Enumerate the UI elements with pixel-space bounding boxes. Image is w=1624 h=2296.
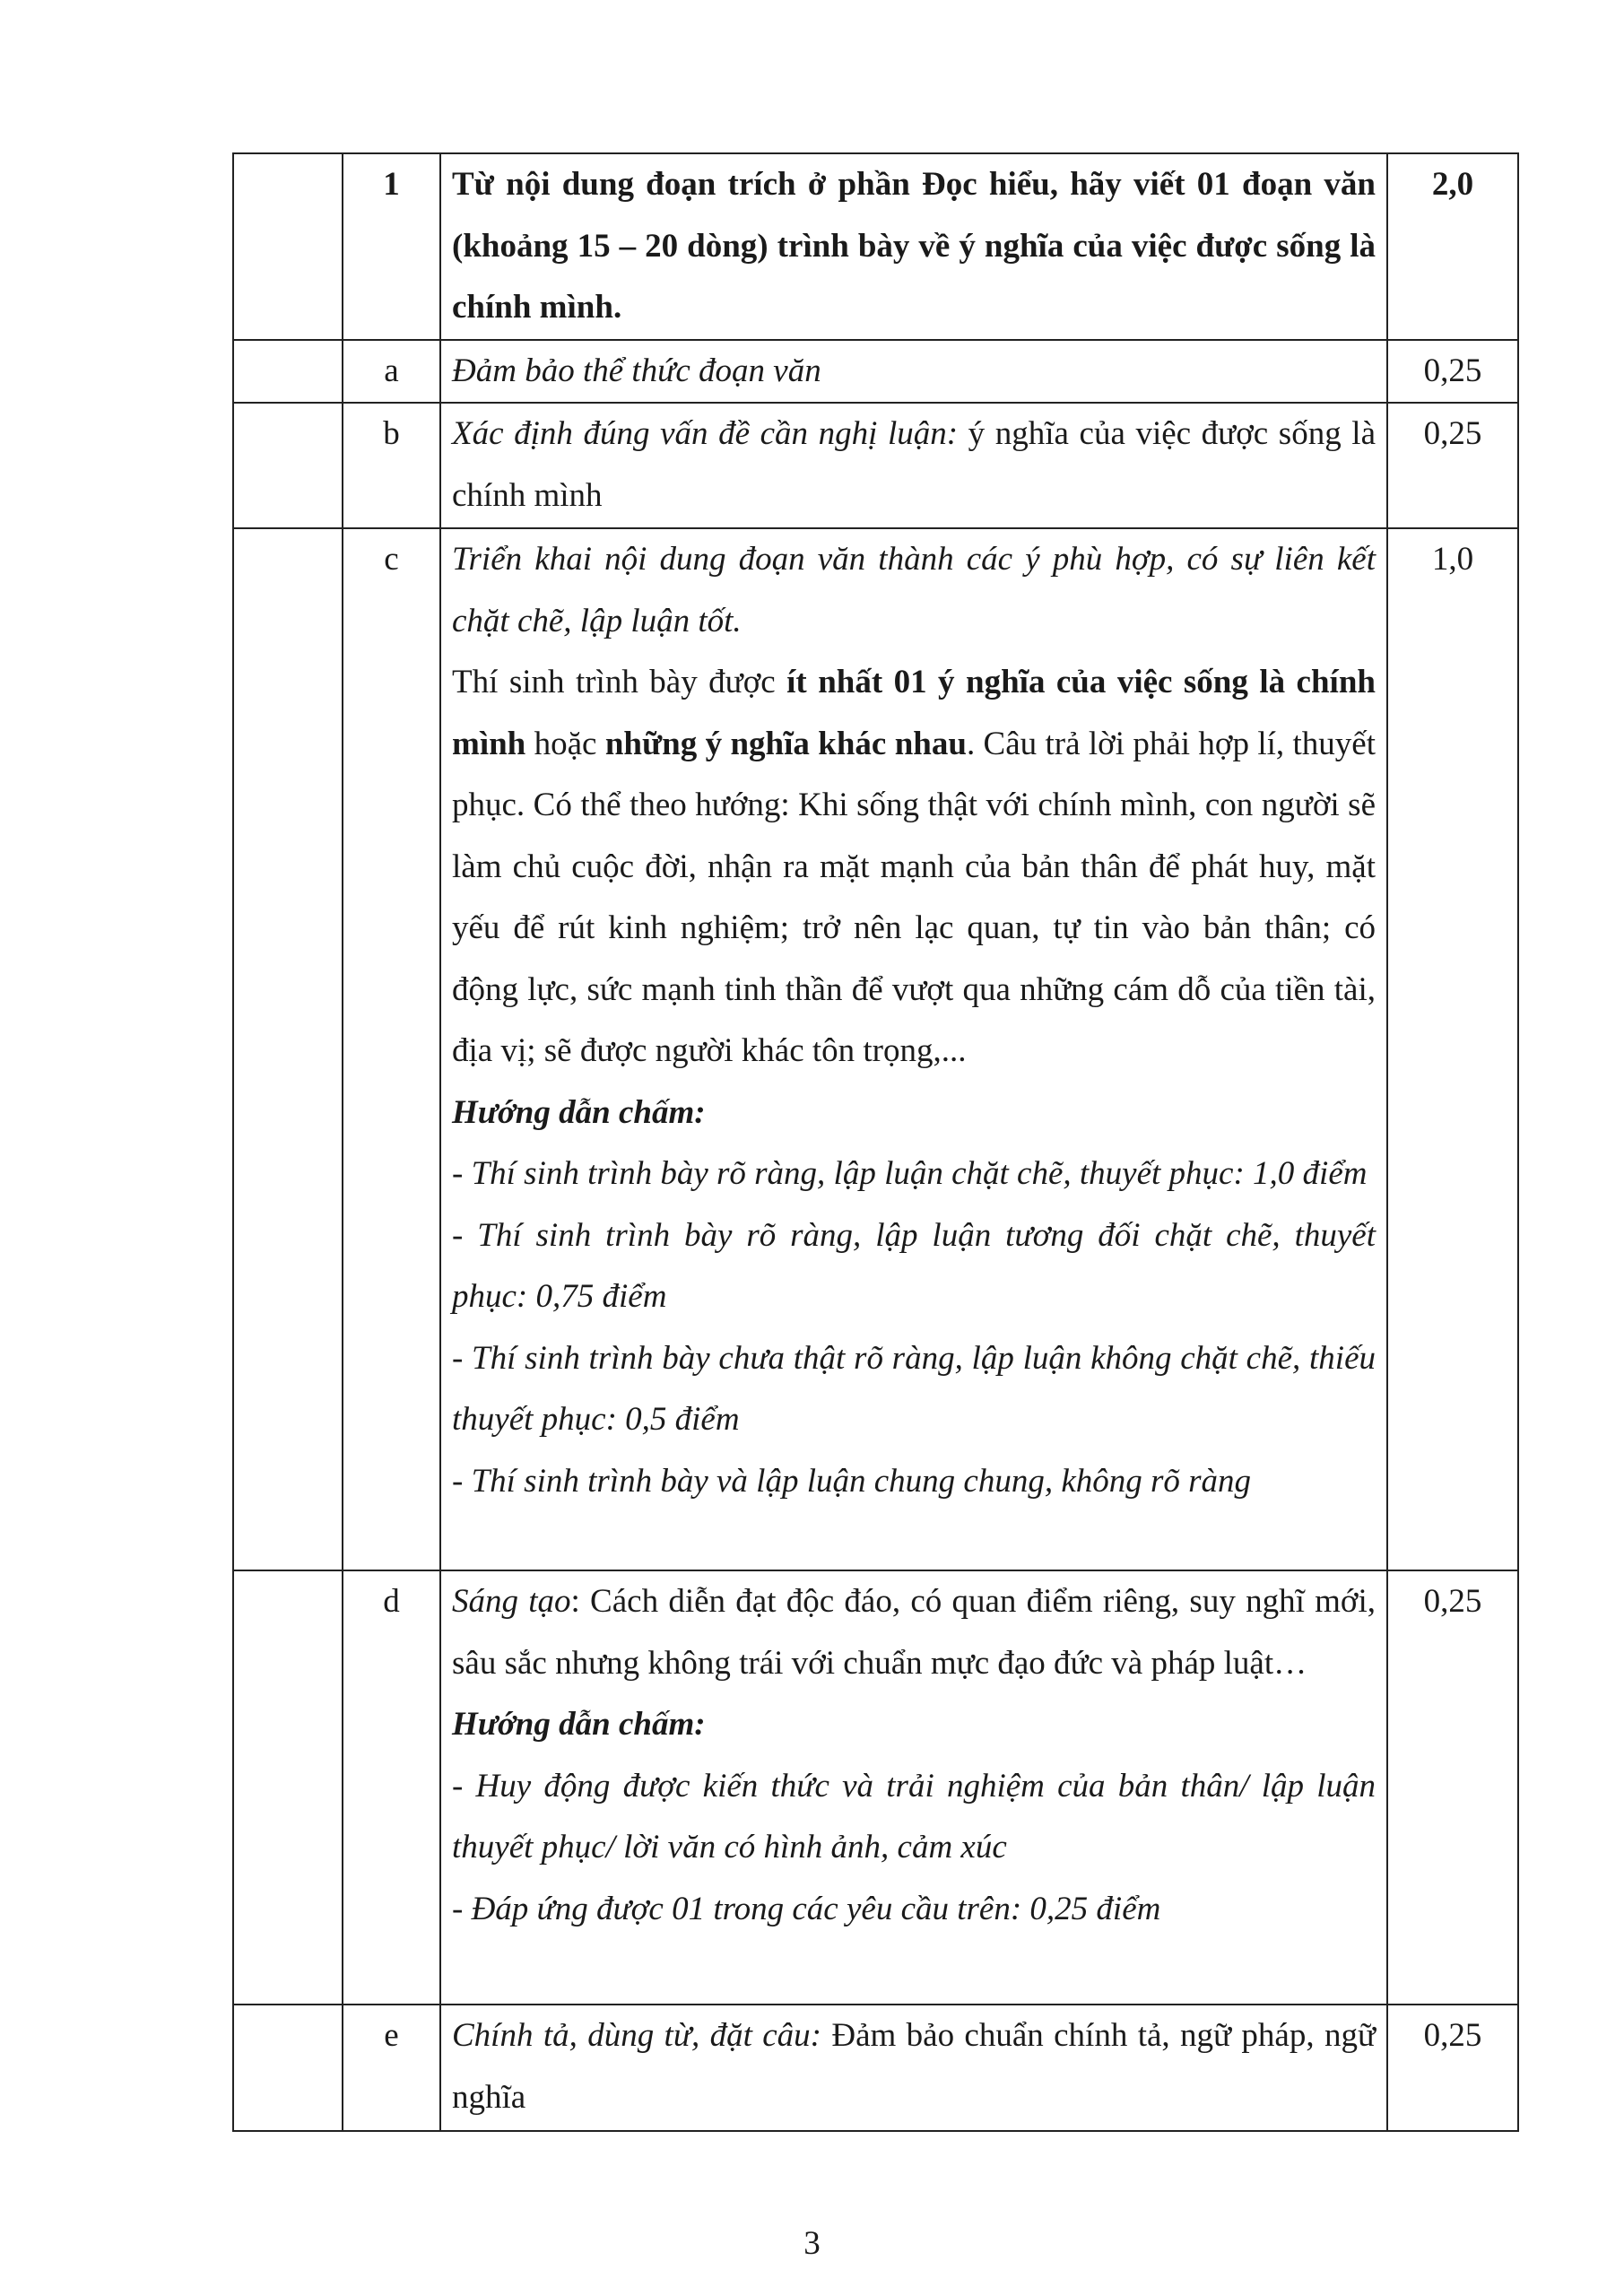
criterion-text [440, 1570, 1387, 2005]
guide-item: - Thí sinh trình bày và lập luận chung chung, không rõ ràng [452, 1462, 1252, 1500]
guide-item: - Huy động được kiến thức và trải nghiệm của bản thân/ lập luận thuyết phục/ lời văn có hình ảnh, cảm xúc [452, 1767, 1376, 1866]
criterion-score: 0,25 [1387, 2005, 1518, 2131]
criterion-body: Đảm bảo chuẩn chính tả, ngữ pháp, ngữ nghĩa [452, 2017, 1376, 2116]
guide-item: - Đáp ứng được 01 trong các yêu cầu trên: 0,25 điểm [452, 1890, 1161, 1927]
guide-item: - Thí sinh trình bày rõ ràng, lập luận chặt chẽ, thuyết phục: 1,0 điểm [452, 1155, 1368, 1192]
body-text: . Câu trả lời phải hợp lí, thuyết phục. Có thể theo hướng: Khi sống thật với chính mình, con người sẽ làm chủ cuộc đời, nhận ra mặt mạnh của bản thân để phát huy, mặt yếu để rút kinh nghiệm; trở nên lạc quan, tự tin vào bản thân; có động lực, sức mạnh tinh thần để vượt qua những cám dỗ của tiền tài, địa vị; sẽ được người khác tôn trọng,... [452, 725, 1376, 1069]
criterion-score: 0,25 [1387, 403, 1518, 528]
body-emphasis: những ý nghĩa khác nhau [604, 725, 967, 762]
question-score: 2,0 [1387, 153, 1518, 340]
criterion-text: Đảm bảo thể thức đoạn văn [440, 340, 1387, 404]
criterion-text [440, 2005, 1387, 2131]
criterion-heading: Triển khai nội dung đoạn văn thành các ý phù hợp, có sự liên kết chặt chẽ, lập luận tốt. [452, 541, 1376, 639]
grading-table [232, 152, 1519, 2132]
criterion-heading: Xác định đúng vấn đề cần nghị luận: [452, 415, 959, 452]
criterion-body: ý nghĩa của việc được sống là chính mình [452, 415, 1376, 514]
criterion-text [440, 403, 1387, 528]
body-emphasis: ít nhất 01 ý nghĩa của việc sống là chính mình [452, 664, 1376, 762]
criterion-label: c [343, 528, 440, 1570]
section-cell [233, 153, 343, 340]
criterion-body [452, 652, 1376, 1083]
criterion-score: 0,25 [1387, 340, 1518, 404]
table-row [233, 2005, 1518, 2131]
body-text: Thí sinh trình bày được [452, 664, 787, 700]
section-cell [233, 528, 343, 1570]
criterion-label: e [343, 2005, 440, 2131]
criterion-label: d [343, 1570, 440, 2005]
criterion-label: b [343, 403, 440, 528]
guide-item: - Thí sinh trình bày chưa thật rõ ràng, lập luận không chặt chẽ, thiếu thuyết phục: 0,5 điểm [452, 1339, 1376, 1438]
criterion-label: a [343, 340, 440, 404]
table-row [233, 403, 1518, 528]
page-number: 3 [803, 2225, 821, 2262]
criterion-heading: Chính tả, dùng từ, đặt câu: [452, 2017, 822, 2054]
question-number: 1 [343, 153, 440, 340]
criterion-heading: Sáng tạo [452, 1583, 571, 1620]
body-text: hoặc [525, 725, 605, 762]
table-row [233, 1570, 1518, 2005]
section-cell [233, 2005, 343, 2131]
guide-item: - Thí sinh trình bày rõ ràng, lập luận tương đối chặt chẽ, thuyết phục: 0,75 điểm [452, 1216, 1376, 1315]
section-cell [233, 403, 343, 528]
question-title: Từ nội dung đoạn trích ở phần Đọc hiểu, hãy viết 01 đoạn văn (khoảng 15 – 20 dòng) trình bày về ý nghĩa của việc được sống là chính mình. [440, 153, 1387, 340]
criterion-body [452, 1571, 1376, 1694]
criterion-score: 0,25 [1387, 1570, 1518, 2005]
table-row [233, 153, 1518, 340]
table-row [233, 340, 1518, 404]
criterion-score: 1,0 [1387, 528, 1518, 1570]
section-cell [233, 1570, 343, 2005]
body-text: : Cách diễn đạt độc đáo, có quan điểm riêng, suy nghĩ mới, sâu sắc nhưng không trái với chuẩn mực đạo đức và pháp luật… [452, 1583, 1376, 1682]
section-cell [233, 340, 343, 404]
criterion-text [440, 528, 1387, 1570]
guide-title: Hướng dẫn chấm: [452, 1706, 706, 1743]
guide-title: Hướng dẫn chấm: [452, 1093, 706, 1131]
table-row [233, 528, 1518, 1570]
